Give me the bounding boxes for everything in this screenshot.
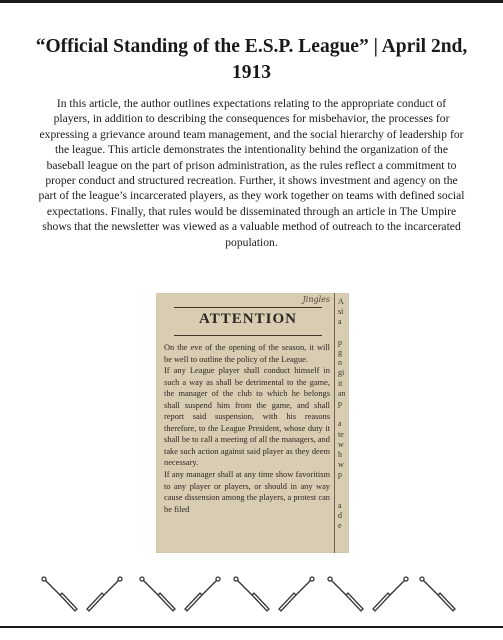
clipping-column-divider	[334, 293, 335, 553]
newspaper-clipping-image	[156, 293, 349, 553]
crossed-bats-icon	[326, 575, 366, 617]
clipping-rule-top	[174, 307, 322, 308]
bottom-rule	[0, 626, 503, 628]
clipping-side-column: A si a p g n gi it an p a te w h w p a d e	[338, 297, 346, 531]
crossed-bats-icon	[84, 575, 124, 617]
page-title: “Official Standing of the E.S.P. League” | April 2nd, 1913	[35, 36, 468, 83]
crossed-bats-decoration	[40, 575, 464, 617]
crossed-bats-icon	[182, 575, 222, 617]
crossed-bats-icon	[370, 575, 410, 617]
clipping-body-text: On the eve of the opening of the season, it will be well to outline the policy of the League. If any League player shall conduct himself in such a way as shall be detrimental to the game, the manager of the club to which he belongs shall suspend him from the game, and shall report said suspension, with his reasons therefore, to the League President, whose duty it shall be to call a meeting of all the managers, and take such action against said player as they deem necessary. If any manager shall at any time show favoritism to any player or players, or should in any way cause dissension among the players, a protest can be filed	[164, 343, 330, 514]
clipping-rule-bottom	[174, 335, 322, 336]
crossed-bats-icon	[40, 575, 80, 617]
crossed-bats-icon	[232, 575, 272, 617]
crossed-bats-icon	[276, 575, 316, 617]
crossed-bats-icon	[418, 575, 458, 617]
clipping-main-column	[164, 293, 332, 553]
article-description: In this article, the author outlines expectations relating to the appropriate conduct of players, in addition to describing the consequences for misbehavior, the processes for expressing a grievance around team management, and the social hierarchy of leadership for the league. This article demonstrates the intentionality behind the organization of the baseball league on the part of prison administration, as the rules reflect a commitment to proper conduct and structured recreation. Further, it shows investment and agency on the part of the league’s incarcerated players, as they work together on teams with defined social expectations. Finally, that rules would be disseminated through an article in The Umpire shows that the newsletter was viewed as a valuable method of outreach to the incarcerated population.	[38, 97, 465, 249]
clipping-corner-text: Jingles	[302, 295, 330, 304]
top-rule	[0, 0, 503, 3]
crossed-bats-icon	[138, 575, 178, 617]
clipping-heading: ATTENTION	[199, 311, 297, 327]
